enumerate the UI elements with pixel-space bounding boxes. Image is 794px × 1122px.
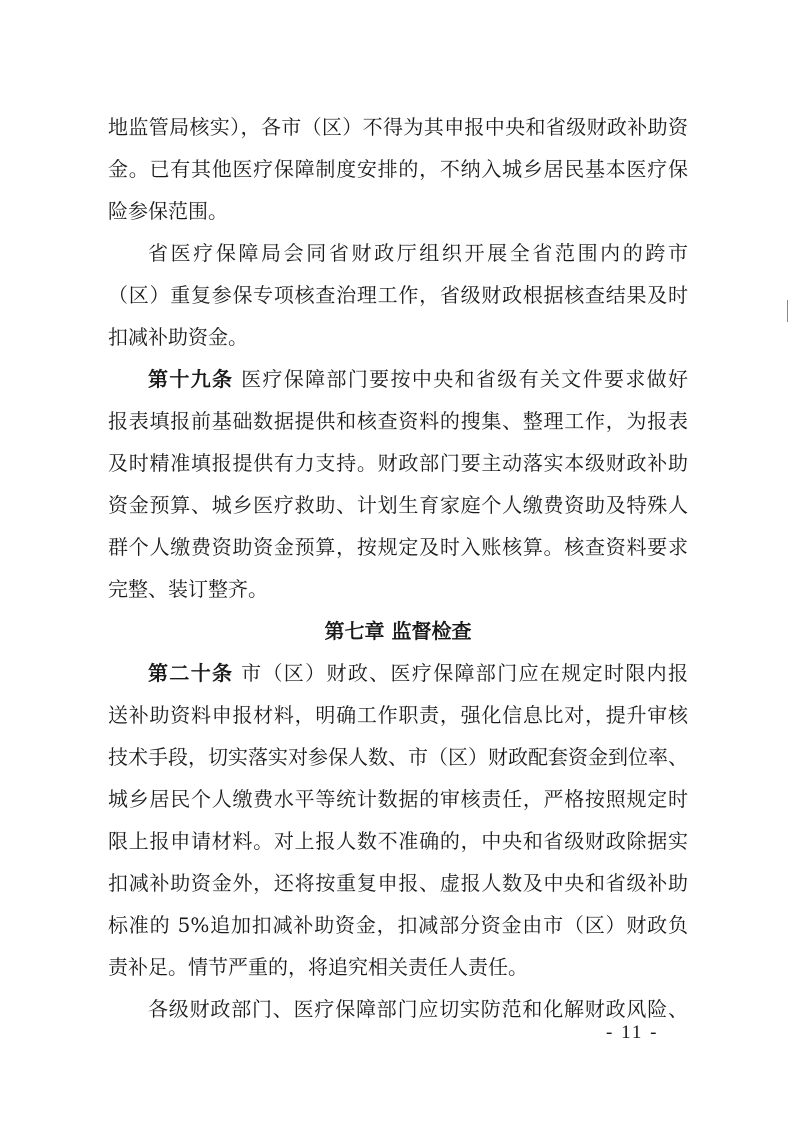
article20-first-line-text: 市（区）财政、医疗保障部门应在规定时限内报 [241, 661, 689, 685]
para1-line-1: 地监管局核实），各市（区）不得为其申报中央和省级财政补助资 [108, 115, 688, 139]
article20-line-4: 城乡居民个人缴费水平等统计数据的审核责任，严格按照规定时 [108, 787, 688, 811]
last-paragraph-line: 各级财政部门、医疗保障部门应切实防范和化解财政风险、 [148, 997, 688, 1021]
article19-line-5: 群个人缴费资助资金预算，按规定及时入账核算。核查资料要求 [108, 535, 688, 559]
article19-line-6: 完整、装订整齐。 [108, 577, 268, 601]
article20-line-3: 技术手段，切实落实对参保人数、市（区）财政配套资金到位率、 [108, 745, 688, 769]
margin-mark [787, 300, 788, 322]
article19-line-4: 资金预算、城乡医疗救助、计划生育家庭个人缴费资助及特殊人 [108, 493, 688, 517]
article19-first-line-text: 医疗保障部门要按中央和省级有关文件要求做好 [241, 367, 689, 391]
article20-line-2: 送补助资料申报材料，明确工作职责，强化信息比对，提升审核 [108, 703, 688, 727]
para1-line-2: 金。已有其他医疗保障制度安排的，不纳入城乡居民基本医疗保 [108, 157, 688, 181]
article19-first-line [108, 358, 688, 400]
article19-line-2: 报表填报前基础数据提供和核查资料的搜集、整理工作，为报表 [108, 409, 688, 433]
article20-line-7: 标准的 5%追加扣减补助资金，扣减部分资金由市（区）财政负 [108, 913, 688, 937]
page-number: - 11 - [606, 1022, 659, 1043]
chapter-title: 第七章 监督检查 [324, 619, 472, 643]
article20-first-line [108, 652, 688, 694]
para1-line-3: 险参保范围。 [108, 199, 228, 223]
para2-line-2: （区）重复参保专项核查治理工作，省级财政根据核查结果及时 [108, 283, 688, 307]
para2-line-1: 省医疗保障局会同省财政厅组织开展全省范围内的跨市 [148, 241, 688, 265]
article20-line-6: 扣减补助资金外，还将按重复申报、虚报人数及中央和省级补助 [108, 871, 688, 895]
article20-title: 第二十条 [148, 661, 234, 685]
para2-line-3: 扣减补助资金。 [108, 325, 248, 349]
article19-line-3: 及时精准填报提供有力支持。财政部门要主动落实本级财政补助 [108, 451, 688, 475]
article20-line-5: 限上报申请材料。对上报人数不准确的，中央和省级财政除据实 [108, 829, 688, 853]
body-text [108, 106, 688, 1030]
article20-line-8: 责补足。情节严重的，将追究相关责任人责任。 [108, 955, 528, 979]
article19-title: 第十九条 [148, 367, 234, 391]
